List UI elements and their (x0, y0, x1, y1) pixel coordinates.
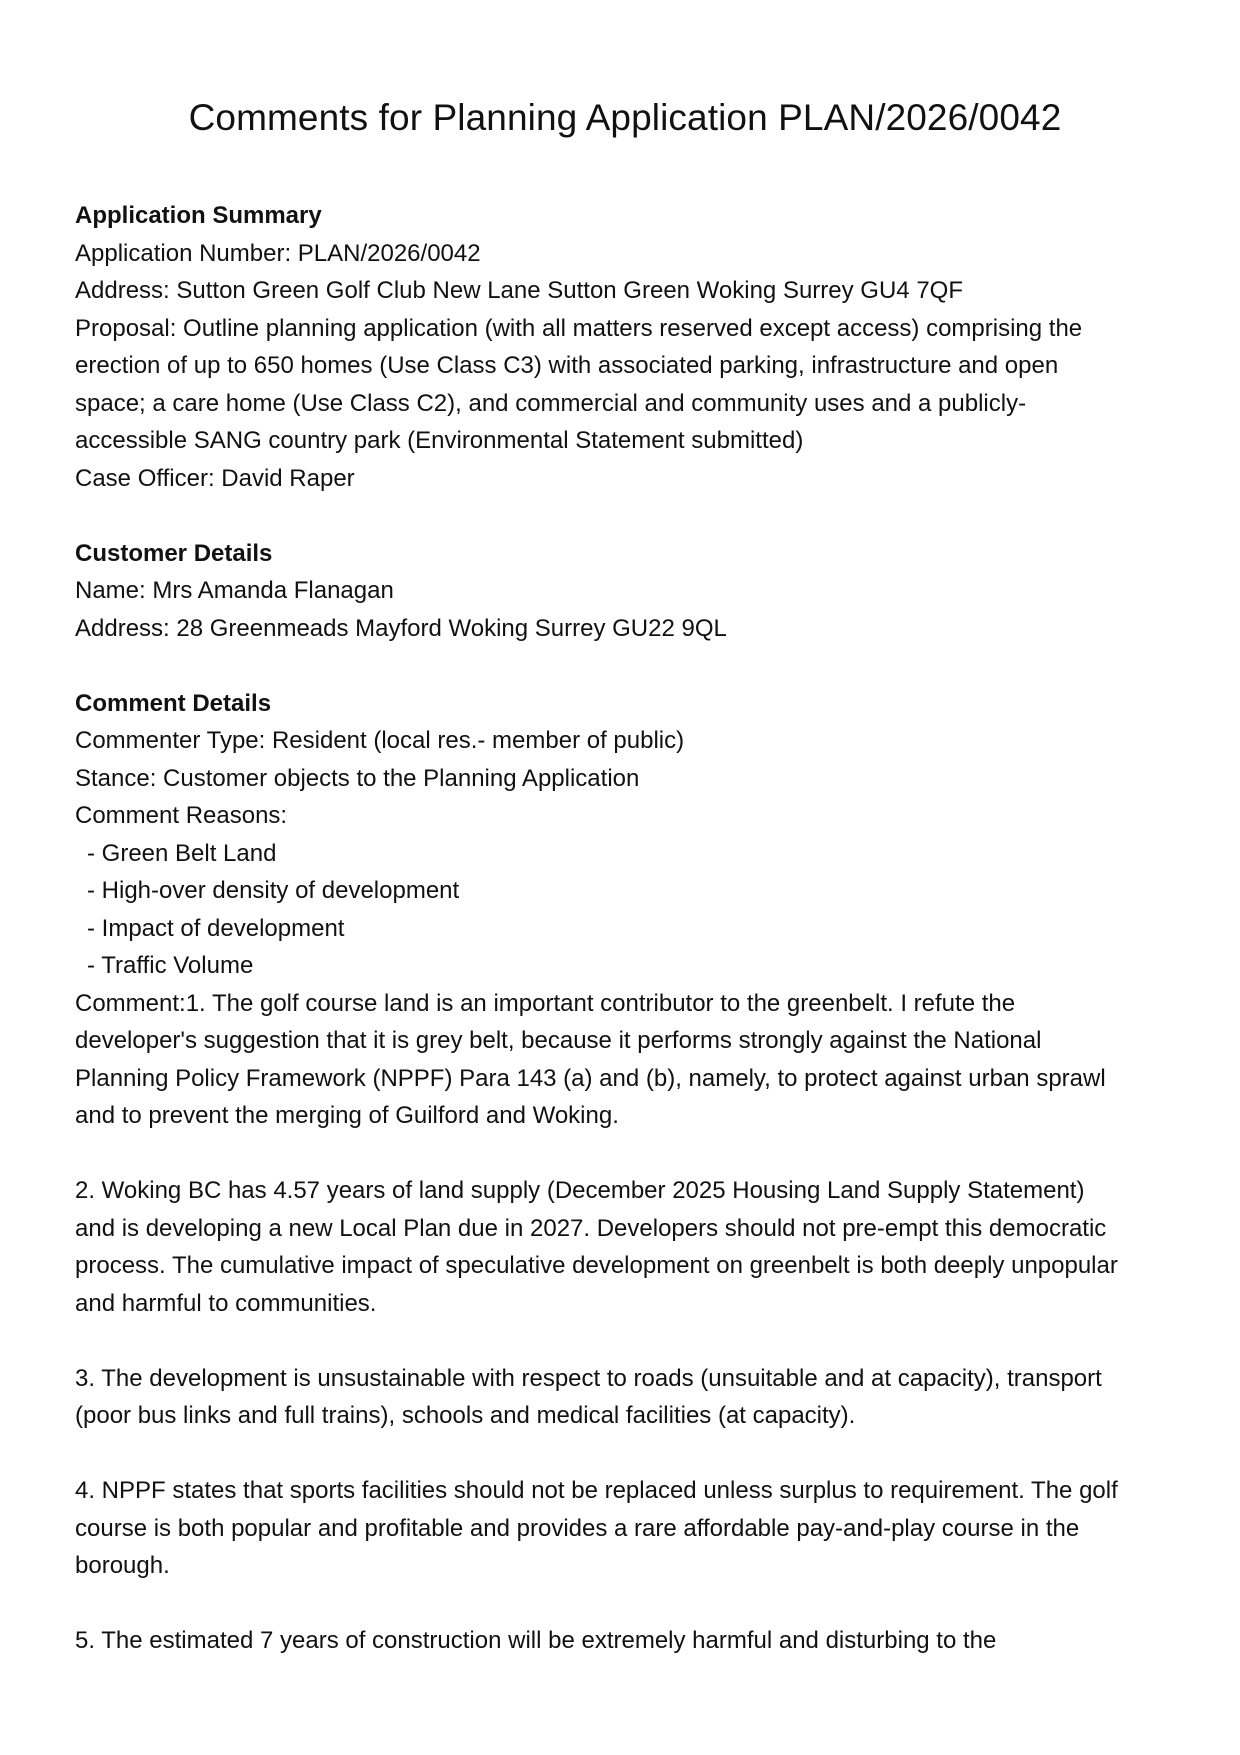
comment-line: (poor bus links and full trains), schools and medical facilities (at capacity). (75, 1402, 856, 1429)
application-number: Application Number: PLAN/2026/0042 (75, 239, 481, 267)
comment-details-section (75, 685, 1175, 1660)
comment-line: 4. NPPF states that sports facilities should not be replaced unless surplus to requirement. The golf (75, 1477, 1118, 1504)
customer-name: Name: Mrs Amanda Flanagan (75, 577, 394, 604)
comment-paragraph-2 (75, 1172, 1175, 1322)
application-summary-heading: Application Summary (75, 202, 322, 229)
comment-line: and is developing a new Local Plan due in 2027. Developers should not pre-empt this democratic (75, 1214, 1107, 1242)
comment-paragraph-4 (75, 1472, 1175, 1585)
paragraph-gap (75, 1135, 1175, 1173)
paragraph-gap (75, 1585, 1175, 1623)
paragraph-gap (75, 1322, 1175, 1360)
comment-reason-item: - Traffic Volume (87, 952, 254, 979)
proposal-line: accessible SANG country park (Environmental Statement submitted) (75, 427, 804, 454)
customer-details-heading: Customer Details (75, 539, 273, 567)
proposal-line: space; a care home (Use Class C2), and commercial and community uses and a publicly- (75, 389, 1027, 417)
comment-details-heading: Comment Details (75, 689, 272, 717)
case-officer: Case Officer: David Raper (75, 464, 355, 492)
proposal-line: Proposal: Outline planning application (with all matters reserved except access) comprising the (75, 314, 1083, 342)
comment-line: Comment:1. The golf course land is an important contributor to the greenbelt. I refute the (75, 989, 1016, 1017)
comment-reason-item: - High-over density of development (87, 877, 460, 904)
paragraph-gap (75, 1435, 1175, 1473)
application-summary-section (75, 197, 1175, 497)
comment-line: process. The cumulative impact of speculative development on greenbelt is both deeply unpopular (75, 1252, 1118, 1279)
comment-line: borough. (75, 1552, 170, 1579)
proposal-line: erection of up to 650 homes (Use Class C3) with associated parking, infrastructure and open (75, 352, 1059, 379)
comment-line: 2. Woking BC has 4.57 years of land supply (December 2025 Housing Land Supply Statement) (75, 1177, 1085, 1204)
stance: Stance: Customer objects to the Planning Application (75, 764, 640, 792)
customer-details-section (75, 535, 1175, 648)
comment-line: 5. The estimated 7 years of construction will be extremely harmful and disturbing to the (75, 1627, 997, 1654)
commenter-type: Commenter Type: Resident (local res.- member of public) (75, 727, 685, 754)
application-address: Address: Sutton Green Golf Club New Lane Sutton Green Woking Surrey GU4 7QF (75, 277, 963, 304)
document-title: Comments for Planning Application PLAN/2026/0042 (188, 97, 1062, 138)
comment-line: Planning Policy Framework (NPPF) Para 143 (a) and (b), namely, to protect against urban sprawl (75, 1064, 1106, 1092)
comment-paragraph-5 (75, 1622, 1175, 1660)
comment-line: developer's suggestion that it is grey belt, because it performs strongly against the National (75, 1027, 1042, 1054)
comment-paragraph-3 (75, 1360, 1175, 1435)
comment-line: 3. The development is unsustainable with respect to roads (unsuitable and at capacity), transport (75, 1364, 1102, 1392)
comment-reasons-label: Comment Reasons: (75, 802, 288, 829)
customer-address: Address: 28 Greenmeads Mayford Woking Surrey GU22 9QL (75, 614, 727, 642)
comment-line: course is both popular and profitable and provides a rare affordable pay-and-play course in the (75, 1514, 1080, 1542)
section-gap (75, 647, 1175, 685)
document-page (75, 0, 1175, 1755)
comment-reason-item: - Impact of development (87, 914, 345, 942)
comment-paragraph-1 (75, 985, 1175, 1135)
section-gap (75, 497, 1175, 535)
comment-reason-item: - Green Belt Land (87, 839, 277, 867)
document-body (75, 197, 1175, 1660)
comment-line: and to prevent the merging of Guilford and Woking. (75, 1102, 619, 1129)
comment-line: and harmful to communities. (75, 1289, 377, 1317)
